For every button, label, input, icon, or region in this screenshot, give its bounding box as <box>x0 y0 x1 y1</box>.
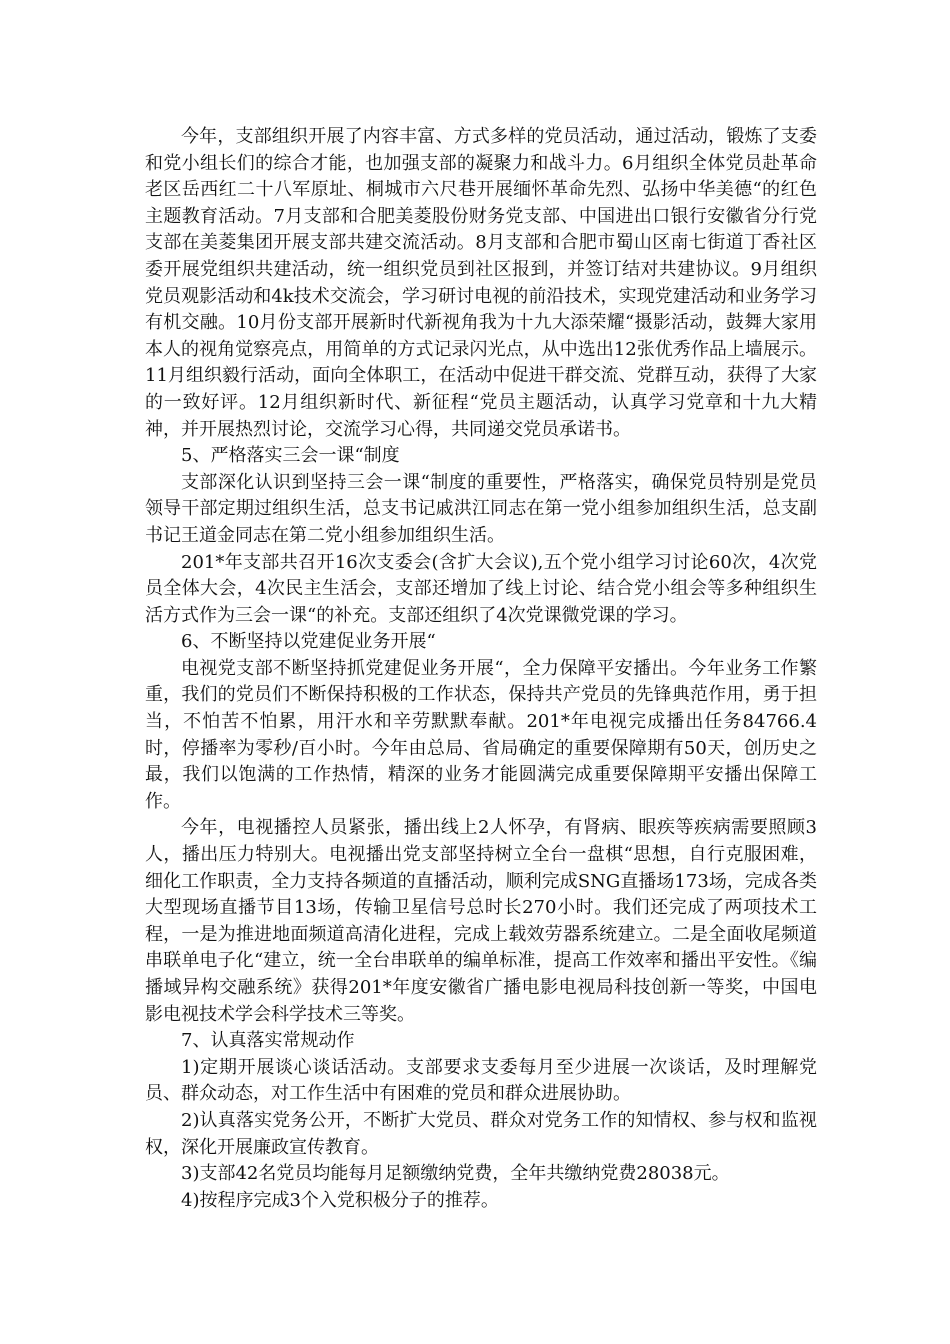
list-item-dues: 3)支部42名党员均能每月足额缴纳党费，全年共缴纳党费28038元。 <box>181 1163 730 1185</box>
paragraph-broadcast-safety: 电视党支部不断坚持抓党建促业务开展“，全力保障平安播出。今年业务工作繁重，我们的党员们不断保持积极的工作状态，保持共产党员的先锋典范作用，勇于担当，不怕苦不怕累，用汗水和辛劳默默奉献。201*年电视完成播出任务84766.4时，停播率为零秒/百小时。今年由总局、省局确定的重要保障期有50天，创历史之最，我们以饱满的工作热情，精深的业务才能圆满完成重要保障期平安播出保障工作。 <box>145 657 817 812</box>
paragraph-broadcast-staff: 今年，电视播控人员紧张，播出线上2人怀孕，有肾病、眼疾等疾病需要照顾3人，播出压力特别大。电视播出党支部坚持树立全台一盘棋“思想，自行克服困难，细化工作职责，全力支持各频道的直播活动，顺利完成SNG直播场173场，完成各类大型现场直播节目13场，传输卫星信号总时长270小时。我们还完成了两项技术工程，一是为推进地面频道高清化进程，完成上载效劳器系统建立。二是全面收尾频道串联单电子化“建立，统一全台串联单的编单标准，提高工作效率和播出平安性。《编播域异构交融系统》获得201*年度安徽省广播电影电视局科技创新一等奖，中国电影电视技术学会科学技术三等奖。 <box>145 817 817 1025</box>
list-item-transparency: 2)认真落实党务公开，不断扩大党员、群众对党务工作的知情权、参与权和监视权，深化开展廉政宣传教育。 <box>145 1109 817 1158</box>
paragraph-activities: 今年，支部组织开展了内容丰富、方式多样的党员活动，通过活动，锻炼了支委和党小组长们的综合才能，也加强支部的凝聚力和战斗力。6月组织全体党员赴革命老区岳西红二十八军原址、桐城市六尺巷开展缅怀革命先烈、弘扬中华美德“的红色主题教育活动。7月支部和合肥美菱股份财务党支部、中国进出口银行安徽省分行党支部在美菱集团开展支部共建交流活动。8月支部和合肥市蜀山区南七街道丁香社区委开展党组织共建活动，统一组织党员到社区报到，并签订结对共建协议。9月组织党员观影活动和4k技术交流会，学习研讨电视的前沿技术，实现党建活动和业务学习有机交融。10月份支部开展新时代新视角我为十九大添荣耀“摄影活动，鼓舞大家用本人的视角觉察亮点，用简单的方式记录闪光点，从中选出12张优秀作品上墙展示。11月组织毅行活动，面向全体职工，在活动中促进干群交流、党群互动，获得了大家的一致好评。12月组织新时代、新征程“党员主题活动，认真学习党章和十九大精神，并开展热烈讨论，交流学习心得，共同递交党员承诺书。 <box>145 126 817 440</box>
paragraph-meeting-stats: 201*年支部共召开16次支委会(含扩大会议),五个党小组学习讨论60次，4次党员全体大会，4次民主生活会，支部还增加了线上讨论、结合党小组会等多种组织生活方式作为三会一课“的补充。支部还组织了4次党课微党课的学习。 <box>145 551 817 626</box>
heading-section-6: 6、不断坚持以党建促业务开展“ <box>181 631 436 653</box>
list-item-talks: 1)定期开展谈心谈话活动。支部要求支委每月至少进展一次谈话，及时理解党员、群众动态，对工作生活中有困难的党员和群众进展协助。 <box>145 1056 817 1105</box>
document-page <box>145 124 817 1214</box>
heading-section-7: 7、认真落实常规动作 <box>181 1030 355 1052</box>
heading-section-5: 5、严格落实三会一课“制度 <box>181 445 400 467</box>
list-item-recommendation: 4)按程序完成3个入党积极分子的推荐。 <box>181 1189 499 1211</box>
paragraph-three-meetings: 支部深化认识到坚持三会一课“制度的重要性，严格落实，确保党员特别是党员领导干部定期过组织生活，总支书记戚洪江同志在第一党小组参加组织生活，总支副书记王道金同志在第二党小组参加组织生活。 <box>145 471 817 546</box>
